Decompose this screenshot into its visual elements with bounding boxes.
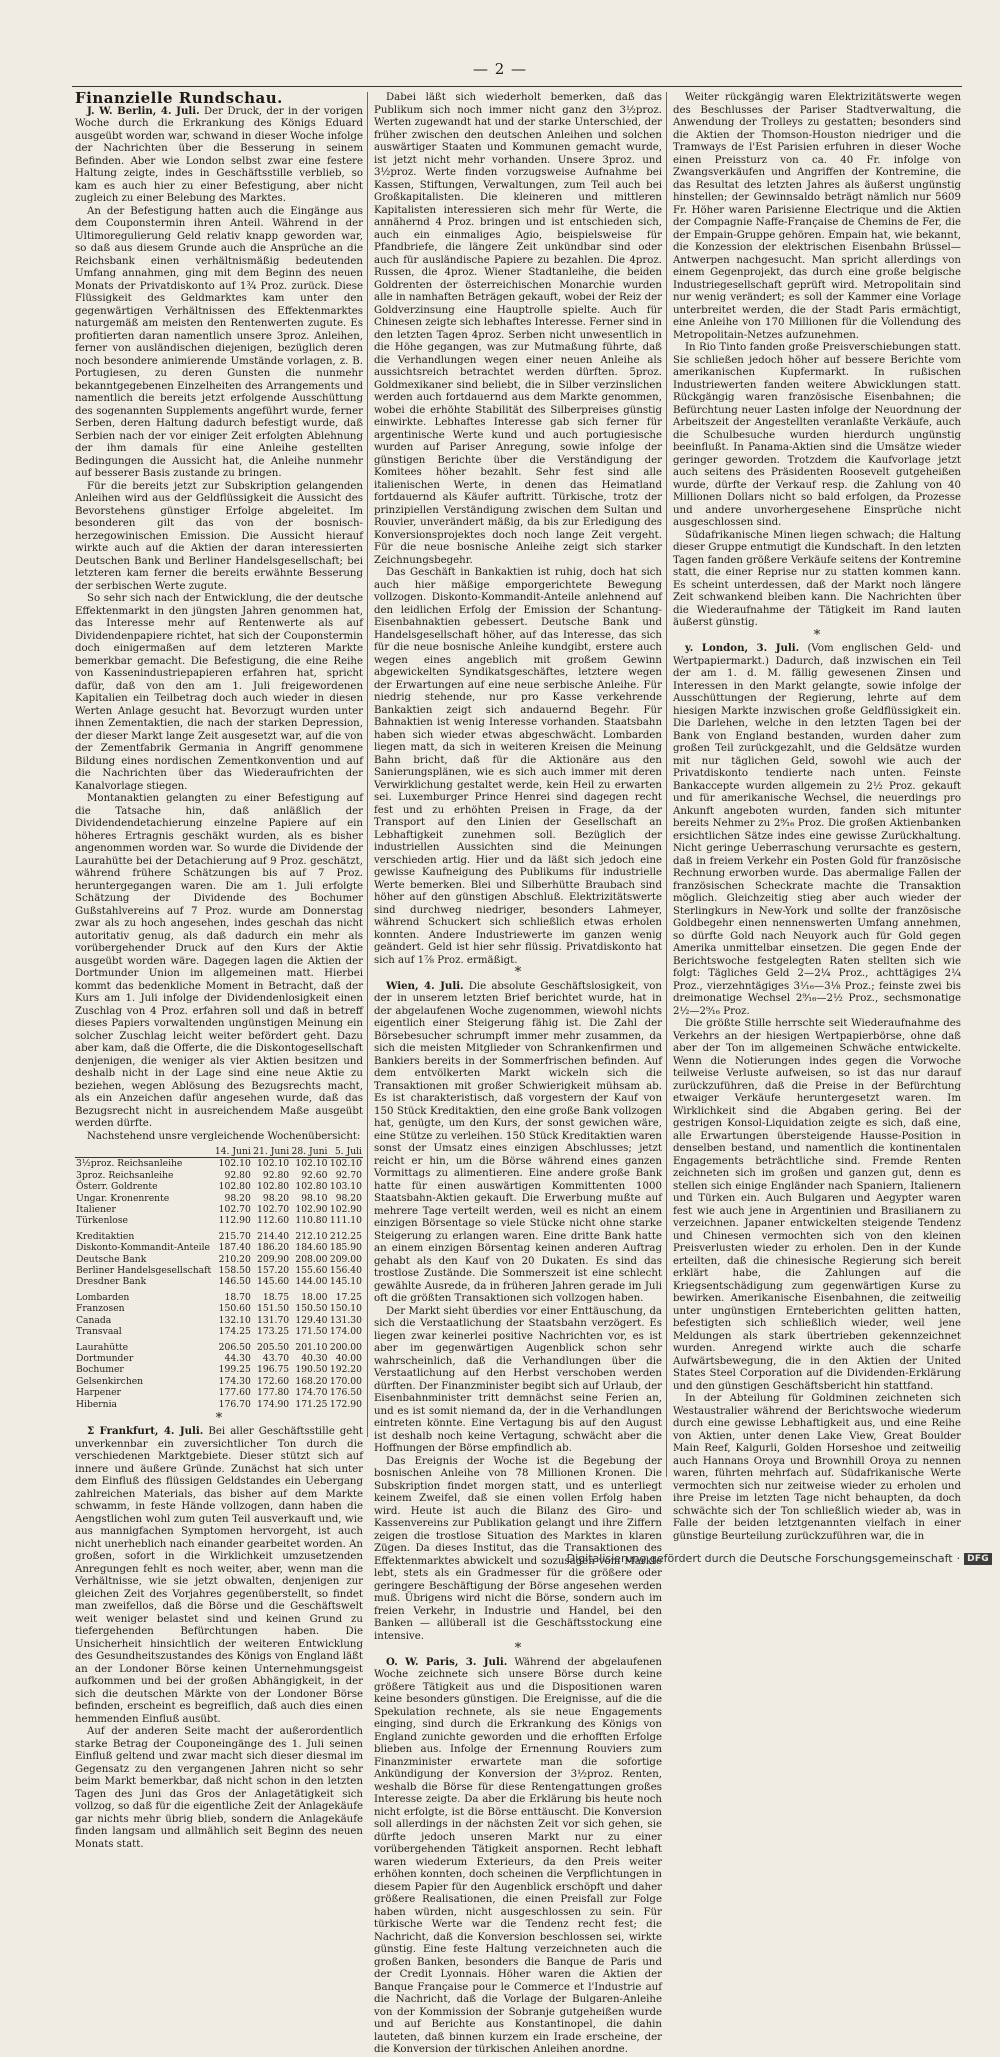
quote-value: 174.25	[218, 1326, 251, 1338]
quote-value: 190.50	[295, 1364, 328, 1376]
london-subhead: (Vom englischen Geld- und Wertpapiermarkt.)	[673, 643, 962, 667]
quote-value: 205.50	[257, 1341, 290, 1353]
london-paragraph: y. London, 3. Juli. (Vom englischen Geld- und Wertpapiermarkt.) Dadurch, daß inzwischen ein Teil der am 1. d. M. fällig gewesenen Zinsen und Interessen in den Markt gelangte, sowie infolge der Ausschüttungen der Regierung, lehrte auf dem hiesigen Markte inzwischen große Geldflüssigkeit ein. Die Darlehen, welche in den letzten Tagen bei der Bank von England bestanden, wurden daher zum großen Teil zurückgezahlt, und die Geldsätze wurden mit nur täglichen Geld, sowohl wie auch der Privatdiskonto tendierte nach unten. Feinste Bankaccepte wurden allgemein zu 2½ Proz. gekauft und für amerikanische Wechsel, die neuerdings pro Ankunft angeboten wurden, fanden sich mitunter bereits Nehmer zu 2⁹⁄₁₆ Proz. Die großen Aktienbanken ersichtlichen Sätze indes eine gewisse Zurückhaltung. Nicht geringe Ueberraschung verursachte es gestern, daß in freiem Verkehr ein Posten Gold für französische Rechnung erworben wurde. Das abermalige Fallen der französischen Scheckrate machte die Transaktion möglich. Gleichzeitig stieg aber auch wieder der Sterlingkurs in New-York und sollte der französische Goldbegehr einen nennenswerten Umfang annehmen, so dürfte Gold nach Neuyork auch für Gold gegen Amerika unmittelbar einsetzen. Die gegen Ende der Berichtswoche festgelegten Raten stellten sich wie folgt: Tägliches Geld 2—2¼ Proz., achttägiges 2¼ Proz., vierzehntägiges 3¹⁄₁₆—3⅛ Proz.; feinste zwei bis dreimonatige Wechsel 2⁹⁄₁₆—2½ Proz., sechsmonatige 2½—2⁹⁄₁₆ Proz.	[673, 642, 962, 1017]
quote-value: 131.30	[329, 1314, 362, 1326]
quote-value: 98.10	[301, 1192, 328, 1204]
security-name: Hibernia	[76, 1398, 117, 1410]
quote-value: 174.00	[329, 1326, 362, 1338]
table-row	[75, 1158, 363, 1170]
quote-value: 196.75	[257, 1364, 290, 1376]
security-name: Diskonto-Kommandit-Anteile	[76, 1242, 210, 1254]
quote-value: 17.25	[335, 1291, 362, 1303]
digitization-credit: Digitalisierung gefördert durch die Deutsche Forschungsgemeinschaft · DFG	[567, 1552, 992, 1565]
quote-value: 186.20	[257, 1242, 290, 1254]
quote-value: 215.70	[218, 1230, 251, 1242]
security-name: Türkenlose	[76, 1215, 128, 1227]
berlin-paragraph: J. W. Berlin, 4. Juli. Der Druck, der in der vorigen Woche durch die Erkrankung des Königs Eduard ausgeübt worden war, schwand in dieser Woche infolge der Nachrichten über die Besserung in seinem Befinden. Aber wie London selbst zwar eine festere Haltung zeigte, indes in Geschäftsstille verblieb, so kam es auch hier zu einer Befestigung, aber nicht zugleich zu einer Belebung des Marktes.	[75, 104, 363, 204]
quote-value: 102.80	[295, 1181, 328, 1193]
quote-value: 40.00	[335, 1352, 362, 1364]
quote-value: 209.00	[329, 1253, 362, 1265]
quote-value: 158.50	[218, 1265, 251, 1277]
table-column-header: 28. Juni	[291, 1146, 328, 1157]
quote-value: 102.70	[257, 1204, 290, 1216]
quote-value: 102.10	[329, 1158, 362, 1170]
quote-value: 150.10	[329, 1303, 362, 1315]
quote-value: 102.90	[329, 1204, 362, 1216]
quote-value: 155.60	[295, 1265, 328, 1277]
quote-value: 173.25	[257, 1326, 290, 1338]
quote-value: 176.70	[218, 1398, 251, 1410]
security-name: 3proz. Reichsanleihe	[76, 1169, 174, 1181]
quote-value: 206.50	[218, 1341, 251, 1353]
table-row	[75, 1254, 363, 1265]
table-row	[75, 1303, 363, 1314]
quote-value: 208.00	[295, 1253, 328, 1265]
table-caption: Nachstehend unsre vergleichende Wochenübersicht:	[87, 1130, 361, 1142]
table-column-header: 14. Juni	[214, 1146, 251, 1157]
security-name: Berliner Handelsgesellschaft	[76, 1265, 212, 1277]
quote-value: 177.60	[218, 1387, 251, 1399]
quote-value: 132.10	[218, 1314, 251, 1326]
quote-value: 102.70	[218, 1204, 251, 1216]
london-paragraph: Die größte Stille herrschte seit Wiederaufnahme des Verkehrs an der hiesigen Wertpapierbörse, ohne daß aber der Ton im allgemeinen Schwäche entwickelte. Wenn die Notierungen indes gegen die Vorwoche teilweise Verluste aufweisen, so ist das nur darauf zurückzuführen, daß die Preise in der Befürchtung etwaiger Verkäufe heruntergesetzt waren. Im Wirklichkeit sind die Abgaben gering. Bei der gestrigen Konsol-Liquidation zeigte es sich, daß eine, alle Erwartungen übersteigende Hausse-Position in denselben bestand, und namentlich die kontinentalen Engagements beträchtliche sind. Fremde Renten zeichneten sich im großen und ganzen gut, denn es stellen sich einige Engländer nach Spaniern, Italienern und Türken ein. Auch Bulgaren und Aegypter waren fest wie auch jene in Argentinien und Brasilianern zu verzeichnen. Japaner entwickelten steigende Tendenz und Chinesen vermochten sich von den kleinen Preisverlusten wieder zu erholen. Den in der Kunde erteilten, daß die chinesische Regierung sich bereit erklärt habe, die Zahlungen auf die Kriegsentschädigung zum gegenwärtigen Kurse zu bewirken. Amerikanische Eisenbahnen, die zeitweilig unter ungünstigen Ernteberichten gelitten hatten, befestigten sich schließlich wieder, weil jene Meldungen als stark übertrieben gekennzeichnet wurden. Anregend wirkte auch die scharfe Aufwärtsbewegung, die in den Aktien der United States Steel Corporation auf die Dividenden-Erklärung und den günstigen Geschäftsbericht hin stattfand.	[673, 1018, 961, 1392]
security-name: 3½proz. Reichsanleihe	[76, 1158, 183, 1170]
frankfurt-continuation: Das Geschäft in Bankaktien ist ruhig, doch hat sich auch hier mäßige emporgerichtete Bewegung vollzogen. Diskonto-Kommandit-Anteile anlehnend auf den leidlichen Erfolg der Emission der Schantung-Eisenbahnaktien gebessert. Deutsche Bank und Handelsgesellschaft höher, auf das Interesse, das sich für die neue bosnische Anleihe kundgibt, erstere auch wegen eines angeblich mit großem Gewinn abgewickelten Syndikatsgeschäftes, letztere wegen der Erwartungen auf eine neue serbische Anleihe. Für niedrig stehende, nur pro Kasse verkehrende Bankaktien zeigt sich andauernd Begehr. Für Bahnaktien ist wenig Interesse vorhanden. Staatsbahn haben sich wieder etwas abgeschwächt. Lombarden liegen matt, da sich in weiteren Kreisen die Meinung Bahn bricht, daß für die Aktionäre aus den Sanierungsplänen, wie es sich auch immer mit deren Verwirklichung gestaltet werde, kein Heil zu erwarten sei. Luxemburger Prince Henrei sind dagegen recht fest und zu erhöhten Preisen in Frage, da der Transport auf den Linien der Gesellschaft an Lebhaftigkeit zunehmen soll. Bezüglich der industriellen Aussichten sind die Meinungen verschieden artig. Hier und da läßt sich jedoch eine gewisse Kaufneigung des Publikums für industrielle Werte bemerken. Blei und Silberhütte Braubach sind höher auf den günstigen Abschluß. Elektrizitätswerte sind durchweg niedriger, besonders Lahmeyer, während Schuckert sich schließlich etwas erholen konnten. Andere Industriewerte im ganzen wenig geändert. Geld ist hier sehr flüssig. Privatdiskonto hat sich auf 1⅞ Proz. ermäßigt.	[374, 567, 662, 966]
quote-value: 92.80	[262, 1169, 290, 1181]
paris-dateline: O. W. Paris, 3. Juli.	[386, 1655, 508, 1668]
table-row	[75, 1181, 363, 1192]
quote-value: 170.00	[329, 1375, 362, 1387]
quote-value: 209.90	[257, 1253, 290, 1265]
quote-value: 172.60	[257, 1375, 290, 1387]
quote-value: 18.70	[224, 1291, 251, 1303]
table-row	[75, 1315, 363, 1326]
frankfurt-continuation: Dabei läßt sich wiederholt bemerken, daß das Publikum sich noch immer nicht ganz den 3½proz. Werten zugewandt hat und der starke Unterschied, der früher zwischen den deutschen Anleihen und solchen auswärtiger Staaten und Kommunen gemacht wurde, ist jetzt nicht mehr vorhanden. Unsere 3proz. und 3½proz. Werte finden vorzugsweise Aufnahme bei Kassen, Stiftungen, Verwaltungen, zum Teil auch bei Großkapitalisten. Die kleineren und mittleren Kapitalisten interessieren sich mehr für Werte, die annähernd 4 Proz. bringen und ist entschieden sich, auch ein einmaliges Agio, beispielsweise für Pfandbriefe, die längere Zeit unkündbar sind oder auch für ausländische Papiere zu bezahlen. Die 4proz. Russen, die 4proz. Wiener Stadtanleihe, die beiden Goldrenten der österreichischen Monarchie wurden alle in namhaften Beträgen gekauft, wobei der Reiz der Goldverzinsung eine Hauptrolle spielte. Auch für Chinesen zeigte sich lebhaftes Interesse. Ferner sind in den letzten Tagen 4proz. Serben nicht unwesentlich in die Höhe gegangen, was zur Mutmaßung führte, daß die Verhandlungen wegen einer neuen Anleihe als aussichtsreich betrachtet werden dürften. 5proz. Goldmexikaner sind beliebt, die in Silber verzinslichen werden auch fortdauernd aus dem Markte genommen, wobei die erhöhte Stabilität des Silberpreises günstig einwirkte. Lebhaftes Interesse gab sich ferner für argentinische Werte kund und auch portugiesische wurden auf Pariser Anregung, sowie infolge der günstigen Berichte über die Verständigung der Komitees höher bezahlt. Sehr fest sind alle italienischen Werte, in denen das Heimatland fortdauernd als Käufer auftritt. Türkische, trotz der prinzipiellen Verständigung zwischen dem Sultan und Rouvier, unverändert mäßig, da bis zur Erledigung des Konversionsprojektes doch noch lange Zeit vergeht. Für die neue bosnische Anleihe zeigt sich starker Zeichnungsbegehr.	[374, 92, 662, 566]
quote-value: 150.50	[295, 1303, 328, 1315]
quote-value: 172.90	[329, 1398, 362, 1410]
wien-paragraph: Wien, 4. Juli. Die absolute Geschäftslosigkeit, von der in unserem letzten Brief berichtet wurde, hat in der abgelaufenen Woche zugenommen, wiewohl nichts eigentlich einer Steigerung fähig ist. Die Zahl der Börsebesucher schrumpft immer mehr zusammen, da sich die meisten Mitglieder von Schrankenfirmen und Bankiers bereits in der Sommerfrischen befinden. Auf dem entvölkerten Markt wickeln sich die Transaktionen mit großer Schwierigkeit mühsam ab. Es ist charakteristisch, daß vorgestern der Kauf von 150 Stück Kreditaktien, den eine große Bank vollzogen hat, genügte, um den Kurs, der sonst gewichen wäre, eine Stütze zu verleihen. 150 Stück Kreditaktien waren sonst der Umsatz eines einzigen Abschlusses; jetzt reicht er hin, um die Börse während eines ganzen Vormittags zu alimentieren. Eine andere große Bank hatte für einen auswärtigen Kommittenten 1000 Staatsbahn-Aktien gekauft. Die Erwerbung mußte auf mehrere Tage verteilt werden, weil es nicht an einem einzigen Börsentage so viele Stücke nicht ohne starke Steigerung zu erlangen waren. Eine dritte Bank hatte an einem einzigen Börsentag keinen anderen Auftrag gehabt als den Kauf von 20 Dukaten. Es sind das trostlose Zustände. Die Sommerszeit ist eine schlecht gewählte Ausrede, da in früheren Jahren gerade im Juli oft die größten Transaktionen sich vollzogen haben.	[374, 979, 662, 1304]
quote-value: 174.30	[218, 1375, 251, 1387]
quote-value: 200.00	[329, 1341, 362, 1353]
security-name: Gelsenkirchen	[76, 1375, 144, 1387]
wien-paragraph: Das Ereignis der Woche ist die Begebung der bosnischen Anleihe von 78 Millionen Kronen. Die Subskription findet morgen statt, und es unterliegt keinem Zweifel, daß sie einen vollen Erfolg haben wird. Heute ist auch die Bilanz des Giro- und Kassenvereins zur Publikation gelangt und ihre Ziffern zeigen die trostlose Situation des Marktes in klaren Zügen. Da dieses Institut, das die Transaktionen des Effektenmarktes abwickelt und sozusagen vom Markte lebt, stets als ein Gradmesser für die größere oder geringere Beschäftigung der Börse angesehen werden muß. Übrigens wird nicht die Börse, sondern auch im freien Verkehr, in Industrie und Handel, bei den Banken — allüberall ist die Geschäftsstockung eine intensive.	[374, 1455, 662, 1642]
security-name: Laurahütte	[76, 1341, 129, 1353]
security-name: Österr. Goldrente	[76, 1181, 158, 1193]
table-row	[75, 1204, 363, 1215]
quote-value: 102.10	[218, 1158, 251, 1170]
quote-value: 171.50	[295, 1326, 328, 1338]
table-row	[75, 1326, 363, 1337]
security-name: Franzosen	[76, 1303, 125, 1315]
quote-value: 174.90	[257, 1398, 290, 1410]
quote-value: 111.10	[329, 1215, 362, 1227]
quote-value: 150.60	[218, 1303, 251, 1315]
berlin-paragraph: So sehr sich nach der Entwicklung, die der deutsche Effektenmarkt in den jüngsten Jahren genommen hat, das Interesse mehr auf Rentenwerte als auf Dividendenpapiere richtet, hat sich der Couponstermin doch einigermaßen auf dem letzteren Markte bemerkbar gemacht. Die Befestigung, die eine Reihe von Kassenindustriepapieren erfahren hat, spricht dafür, daß von den am 1. Juli freigewordenen Kapitalien ein Teilbetrag doch auch wieder in diesen Werten Anlage gesucht hat. Bevorzugt wurden unter ihnen Zementaktien, die nach der starken Depression, der dieser Markt lange Zeit ausgesetzt war, auf die von der Zementfabrik Germania in Angriff genommene Bildung eines nordischen Zementkonvention und auf die Nachrichten über das Wiederaufrichten der Kanalvorlage stiegen.	[75, 593, 363, 792]
quote-value: 40.30	[301, 1352, 328, 1364]
table-row	[75, 1353, 363, 1364]
quote-value: 185.90	[329, 1242, 362, 1254]
quote-value: 176.50	[329, 1387, 362, 1399]
header-rule	[72, 86, 962, 87]
table-row	[75, 1276, 363, 1287]
quote-value: 156.40	[329, 1265, 362, 1277]
paris-paragraph: O. W. Paris, 3. Juli. Während der abgelaufenen Woche zeichnete sich unsere Börse durch keine größere Tätigkeit aus und die Dispositionen waren keine besonders günstigen. Die Ereignisse, auf die die Spekulation rechnete, als sie neue Engagements einging, sind durch die Erkrankung des Königs von England zunichte geworden und die erhofften Erfolge blieben aus. Infolge der Ernennung Rouviers zum Finanzminister erwartete man die sofortige Ankündigung der Konversion der 3½proz. Renten, weshalb die Börse für diese Rentengattungen großes Interesse zeigte. Da aber die Erklärung bis heute noch nicht erfolgte, ist die Börse enttäuscht. Die Konversion soll allerdings in der nächsten Zeit vor sich gehen, sie dürfte jedoch unseren Markt nur zu einer vorübergehenden Tätigkeit anspornen. Recht lebhaft waren wiederum Exterieurs, da den Preis weiter erhöhen konnten, doch scheinen die Verpflichtungen in diesem Papier für den Augenblick erschöpft und daher größere Realisationen, die einen Preisfall zur Folge haben würden, nicht ausgeschlossen zu sein. Für türkische Werte war die Tendenz recht fest; die Nachricht, daß die Konversion beschlossen sei, wirkte günstig. Eine feste Haltung verzeichneten auch die großen Banken, besonders die Banque de Paris und der Credit Lyonnais. Höher waren die Aktien der Banque Française pour le Commerce et l'Industrie auf die Nachricht, daß die Vorlage der Bulgaren-Anleihe von der Kommission der Sobranje gutgeheißen wurde und auf Berichte aus Konstantinopel, die dahin lauteten, daß binnen kurzem ein Irade erscheine, der die Konversion der türkischen Anleihen anordne.	[374, 1655, 662, 2055]
quote-value: 103.10	[329, 1181, 362, 1193]
wien-dateline: Wien, 4. Juli.	[386, 979, 464, 992]
table-row	[75, 1364, 363, 1375]
quote-value: 171.25	[295, 1398, 328, 1410]
credit-text: Digitalisierung gefördert durch die Deutsche Forschungsgemeinschaft	[566, 1552, 953, 1565]
berlin-dateline: J. W. Berlin, 4. Juli.	[87, 104, 200, 117]
page-number: — 2 —	[472, 60, 528, 78]
table-row	[75, 1193, 363, 1204]
column-divider	[367, 92, 368, 1437]
table-row	[75, 1170, 363, 1181]
table-row	[75, 1399, 363, 1410]
security-name: Lombarden	[76, 1291, 130, 1303]
quote-value: 98.20	[262, 1192, 290, 1204]
quote-value: 146.50	[218, 1276, 251, 1288]
quote-value: 43.70	[262, 1352, 290, 1364]
quote-value: 201.10	[295, 1341, 328, 1353]
quote-value: 131.70	[257, 1314, 290, 1326]
quote-value: 184.60	[295, 1242, 328, 1254]
column-2	[374, 92, 662, 2055]
security-name: Ungar. Kronenrente	[76, 1192, 170, 1204]
security-name: Dresdner Bank	[76, 1276, 147, 1288]
paris-paragraph: In Rio Tinto fanden große Preisverschiebungen statt. Sie schließen jedoch höher auf bessere Berichte vom amerikanischen Kupfermarkt. In rußischen Industriewerten fanden weitere Abwicklungen statt. Rückgängig waren französische Eisenbahnen; die Befürchtung neuer Lasten infolge der Neuordnung der Arbeitszeit der Angestellten veranlaßte Verkäufe, auch die Schulbesuche wurden hierdurch ungünstig beeinflußt. In Panama-Aktien sind die Umsätze wieder geringer geworden. Trotzdem die Kaufvorlage jetzt auch seitens des Präsidenten Roosevelt gutgeheißen wurde, dürfte der Verkauf resp. die Zahlung von 40 Millionen Dollars nicht so bald erfolgen, da Prozesse und andere unvorhergesehene Einsprüche nicht ausgeschlossen sind.	[673, 342, 961, 528]
quote-value: 112.90	[218, 1215, 251, 1227]
quote-value: 192.20	[329, 1364, 362, 1376]
frankfurt-paragraph: Auf der anderen Seite macht der außerordentlich starke Betrag der Couponeingänge des 1. Juli seinen Einfluß geltend und zwar macht sich dieser diesmal im Gegensatz zu den vergangenen Jahren nicht so sehr beim Markt bemerkbar, daß nicht schon in den letzten Tagen des Juni das Gros der Anlagetätigkeit sich vollzog, so daß für die eigentliche Zeit der Anlagekäufe gar nichts mehr übrig blieb, sondern die Anlagekäufe finden langsam und allmählich seit Beginn des neuen Monats statt.	[75, 1726, 363, 1850]
berlin-paragraph: An der Befestigung hatten auch die Eingänge aus dem Couponstermin ihren Anteil. Während in der Ultimoregulierung Geld relativ knapp geworden war, so daß aus diesem Grunde auch die Ansprüche an die Reichsbank einen verhältnismäßig bedeutenden Umfang annahmen, ging mit dem Beginn des neuen Monats der Privatdiskonto auf 1¾ Proz. zurück. Diese Flüssigkeit des Geldmarktes kam unter den gegenwärtigen Verhältnissen des Effektenmarktes naturgemäß am meisten den Rentenwerten zugute. Es profitierten daran namentlich unsere 3proz. Anleihen, ferner von ausländischen diejenigen, bezüglich deren noch besondere animierende Umstände vorlagen, z. B. Portugiesen, zu deren Gunsten die nunmehr bekanntgegebenen Einzelheiten des Arrangements und namentlich die bereits jetzt erfolgende Ausschüttung des sogenannten Supplements angeführt wurde, ferner Serben, deren Haltung dadurch befestigt wurde, daß Serbien nach der vor einiger Zeit erfolgten Ablehnung der ihm damals für eine Anleihe gestellten Bedingungen die Aussicht hat, die Anleihe nunmehr auf besserer Basis zustande zu bringen.	[75, 205, 363, 479]
table-column-header: 21. Juni	[253, 1146, 290, 1157]
table-row	[75, 1227, 363, 1242]
table-row	[75, 1242, 363, 1253]
berlin-paragraph: Für die bereits jetzt zur Subskription gelangenden Anleihen wird aus der Geldflüssigkeit die Aussicht des Bevorstehens günstiger Erfolge abgeleitet. Im besonderen gilt das von der bosnisch-herzegowinischen Emission. Die Aussicht hierauf wirkte auch auf die Aktien der daran interessierten Deutschen Bank und Berliner Handelsgesellschaft; bei letzteren kam ferner die bereits erwähnte Besserung der serbischen Werte zugute.	[75, 480, 363, 592]
table-row	[75, 1387, 363, 1398]
column-1	[75, 89, 363, 1850]
quote-value: 214.40	[257, 1230, 290, 1242]
quote-value: 98.20	[224, 1192, 251, 1204]
paris-paragraph: Weiter rückgängig waren Elektrizitätswerte wegen des Beschlusses der Pariser Stadtverwaltung, die Anwendung der Trolleys zu gestatten; besonders sind die Aktien der Thomson-Houston niedriger und die Tramways de l'Est Parisien erfuhren in dieser Woche einen Preissturz von ca. 40 Fr. infolge von Zwangsverkäufen und Angriffen der Kontremine, die das Resultat des letzten Jahres als äußerst ungünstig hinstellen; der Gewinnsaldo beträgt nämlich nur 5609 Fr. Höher waren Parisienne Electrique und die Aktien der Compagnie Naffe-Française de Chemins de Fer, die der Empain-Gruppe gehören. Empain hat, wie bekannt, die Konzession der elektrischen Eisenbahn Brüssel—Antwerpen nachgesucht. Man spricht allerdings von einem Gegenprojekt, das durch eine große belgische Industriegesellschaft geprüft wird. Metropolitain sind nur wenig verändert; es soll der Kammer eine Vorlage unterbreitet werden, die der Stadt Paris ermächtigt, eine Anleihe von 170 Millionen für die Vollendung des Metropolitain-Netzes aufzunehmen.	[673, 92, 961, 341]
quote-value: 144.00	[295, 1276, 328, 1288]
quote-value: 187.40	[218, 1242, 251, 1254]
table-row	[75, 1215, 363, 1226]
quote-value: 98.20	[335, 1192, 362, 1204]
security-name: Deutsche Bank	[76, 1253, 147, 1265]
security-name: Italiener	[76, 1204, 116, 1216]
quote-value: 18.75	[262, 1291, 290, 1303]
quote-value: 174.70	[295, 1387, 328, 1399]
column-3	[673, 92, 962, 1542]
frankfurt-paragraph: Σ Frankfurt, 4. Juli. Bei aller Geschäftsstille geht unverkennbar ein zuversichtlicher Ton durch die verschiedenen Marktgebiete. Dieser stützt sich auf innere und äußere Gründe. Zunächst hat sich unter dem Einfluß des flüssigen Geldstandes ein Uebergang zahlreichen Materials, das bisher auf dem Markte schwamm, in feste Hände vollzogen, dann haben die Aengstlichen wohl zum guten Teil ausverkauft und, wie aus mannigfachen Symptomen hervorgeht, ist auch nicht unerheblich nach einander gearbeitet worden. An großen, sofort in die Wirklichkeit umzusetzenden Anregungen fehlt es noch weiter, aber, wenn man die Verhältnisse, wie sie jetzt obwalten, denjenigen zur gleichen Zeit des Vorjahres gegenüberstellt, so findet man zweifellos, daß die Börse und die Geschäftswelt weit weniger belastet sind und keinen Grund zu tiefergehenden Befürchtungen haben. Die Unsicherheit hinsichtlich der weiteren Entwicklung des Gesundheitszustandes des Königs von England läßt an der Londoner Börse keinen Unternehmungsgeist aufkommen und bei der großen Abhängigkeit, in der sich die deutschen Märkte von der Londoner Börse befinden, erscheint es begreiflich, daß auch dies einen hemmenden Einfluß ausübt.	[75, 1425, 363, 1725]
quote-value: 92.60	[301, 1169, 328, 1181]
table-column-header: 5. Juli	[329, 1146, 364, 1158]
london-dateline: y. London, 3. Juli.	[685, 642, 800, 654]
table-row	[75, 1288, 363, 1303]
separator-star: *	[514, 1641, 522, 1656]
dfg-logo: DFG	[964, 1553, 992, 1565]
security-name: Transvaal	[76, 1326, 122, 1338]
quote-value: 18.00	[301, 1291, 328, 1303]
security-name: Dortmunder	[76, 1352, 134, 1364]
quote-value: 102.90	[295, 1204, 328, 1216]
table-row	[75, 1338, 363, 1353]
quote-value: 44.30	[224, 1352, 251, 1364]
quote-value: 212.10	[295, 1230, 328, 1242]
paris-paragraph: Südafrikanische Minen liegen schwach; die Haltung dieser Gruppe entmutigt die Kundschaft. In den letzten Tagen fanden größere Verkäufe seitens der Kontremine statt, die einer Reprise nur zu statten kommen kann. Es scheint unterdessen, daß der Markt noch längere Zeit schwankend bleiben kann. Die Nachrichten über die Wiederaufnahme der Tätigkeit im Rand lauten äußerst günstig.	[673, 529, 961, 628]
quote-value: 199.25	[218, 1364, 251, 1376]
quote-value: 145.10	[329, 1276, 362, 1288]
security-name: Bochumer	[76, 1364, 124, 1376]
wien-paragraph: Der Markt sieht überdies vor einer Enttäuschung, da sich die Verstaatlichung der Staatsbahn verzögert. Es liegen zwar keinerlei positive Nachrichten vor, es ist aber im gegenwärtigen Augenblick schon sehr wahrscheinlich, daß die Verhandlungen über die Verstaatlichung auf den Herbst verschoben werden dürften. Der Finanzminister begibt sich auf Urlaub, der Eisenbahnminister tritt demnächst seine Ferien an, und es ist somit niemand da, der in die Verhandlungen eintreten könnte. Eine Vertagung bis auf den August ist deshalb noch keine Vertagung, schwächt aber die Hoffnungen der Börse empfindlich ab.	[374, 1305, 662, 1454]
table-column-header	[75, 1146, 213, 1158]
quote-value: 102.10	[295, 1158, 328, 1170]
security-name: Harpener	[76, 1387, 121, 1399]
quote-value: 145.60	[257, 1276, 290, 1288]
quote-value: 157.20	[257, 1265, 290, 1277]
separator-star: *	[813, 627, 821, 643]
quote-value: 210.20	[218, 1253, 251, 1265]
quote-value: 102.80	[257, 1181, 290, 1193]
quote-value: 151.50	[257, 1303, 290, 1315]
security-name: Canada	[76, 1314, 112, 1326]
frankfurt-dateline: Σ Frankfurt, 4. Juli.	[87, 1425, 204, 1438]
quote-value: 112.60	[257, 1215, 290, 1227]
quote-value: 102.10	[257, 1158, 290, 1170]
table-row	[75, 1376, 363, 1387]
table-row	[75, 1265, 363, 1276]
berlin-paragraph: Montanaktien gelangten zu einer Befestigung auf die Tatsache hin, daß anläßlich der Dividendendetachierung einzelne Papiere auf ein höheres Ertragnis geschäkt wurden, als es bisher angenommen worden war. So wurde die Dividende der Laurahütte bei der Detachierung auf 9 Proz. geschätzt, während frühere Schätzungen bis auf 7 Proz. heruntergegangen waren. Die am 1. Juli erfolgte Schätzung der Dividende des Bochumer Gußstahlvereins auf 7 Proz. wurde am Donnerstag zwar als zu hoch angesehen, indes geschah das nicht autoritativ genug, als daß dadurch ein mehr als vorübergehender Druck auf den Kurs der Aktie ausgeübt worden wäre. Dagegen lagen die Aktien der Dortmunder Union im allgemeinen matt. Hierbei kommt das bedenkliche Moment in Betracht, daß der Kurs am 1. Juli infolge der Dividendenlosigkeit einen Zuschlag von 4 Proz. erfahren soll und daß in betreff dieses Papiers vorwaltenden ungünstigen Meinung ein solcher Zuschlag leicht weiter befördert geht. Dazu aber kam, daß die Offerte, die die Diskontogesellschaft denjenigen, die weniger als vier Aktien besitzen und deshalb nicht in der Lage sind eine neue Aktie zu beziehen, wegen Ablösung des Bezugsrechts macht, als ein Anzeichen dafür angesehen wurde, daß das Bezugsrecht nicht in ausreichendem Maße ausgeübt werden dürfte.	[75, 793, 363, 1129]
quote-value: 92.80	[224, 1169, 251, 1181]
quote-value: 129.40	[295, 1314, 328, 1326]
section-title: Finanzielle Rundschau.	[75, 89, 283, 107]
separator-star: *	[514, 965, 522, 980]
column-divider	[666, 92, 667, 1477]
quote-value: 92.70	[335, 1169, 362, 1181]
weekly-comparison-table	[75, 1146, 363, 1410]
quote-value: 212.25	[329, 1230, 362, 1242]
quote-value: 177.80	[257, 1387, 290, 1399]
quote-value: 168.20	[295, 1375, 328, 1387]
security-name: Kreditaktien	[76, 1230, 135, 1242]
separator-star: *	[215, 1410, 223, 1426]
quote-value: 102.80	[218, 1181, 251, 1193]
quote-value: 110.80	[295, 1215, 328, 1227]
london-paragraph: In der Abteilung für Goldminen zeichneten sich Westaustralier während der Berichtswoche wiederum durch eine gewisse Lebhaftigkeit aus, und eine Reihe von Aktien, unter denen Lake View, Great Boulder Main Reef, Kalgurli, Golden Horseshoe und zeitweilig auch Hannans Oroya und Brownhill Oroya zu nennen waren, führten mehrfach auf. Südafrikanische Werte vermochten sich nur zeitweise wieder zu erholen und ihre Preise im letzten Tage nicht behaupten, da doch schwächte sich der Ton schließlich wieder ab, was in Falle der beiden letztgenannten vielfach in einer günstige Beurteilung zurückzuführen war, die in	[673, 1393, 961, 1542]
